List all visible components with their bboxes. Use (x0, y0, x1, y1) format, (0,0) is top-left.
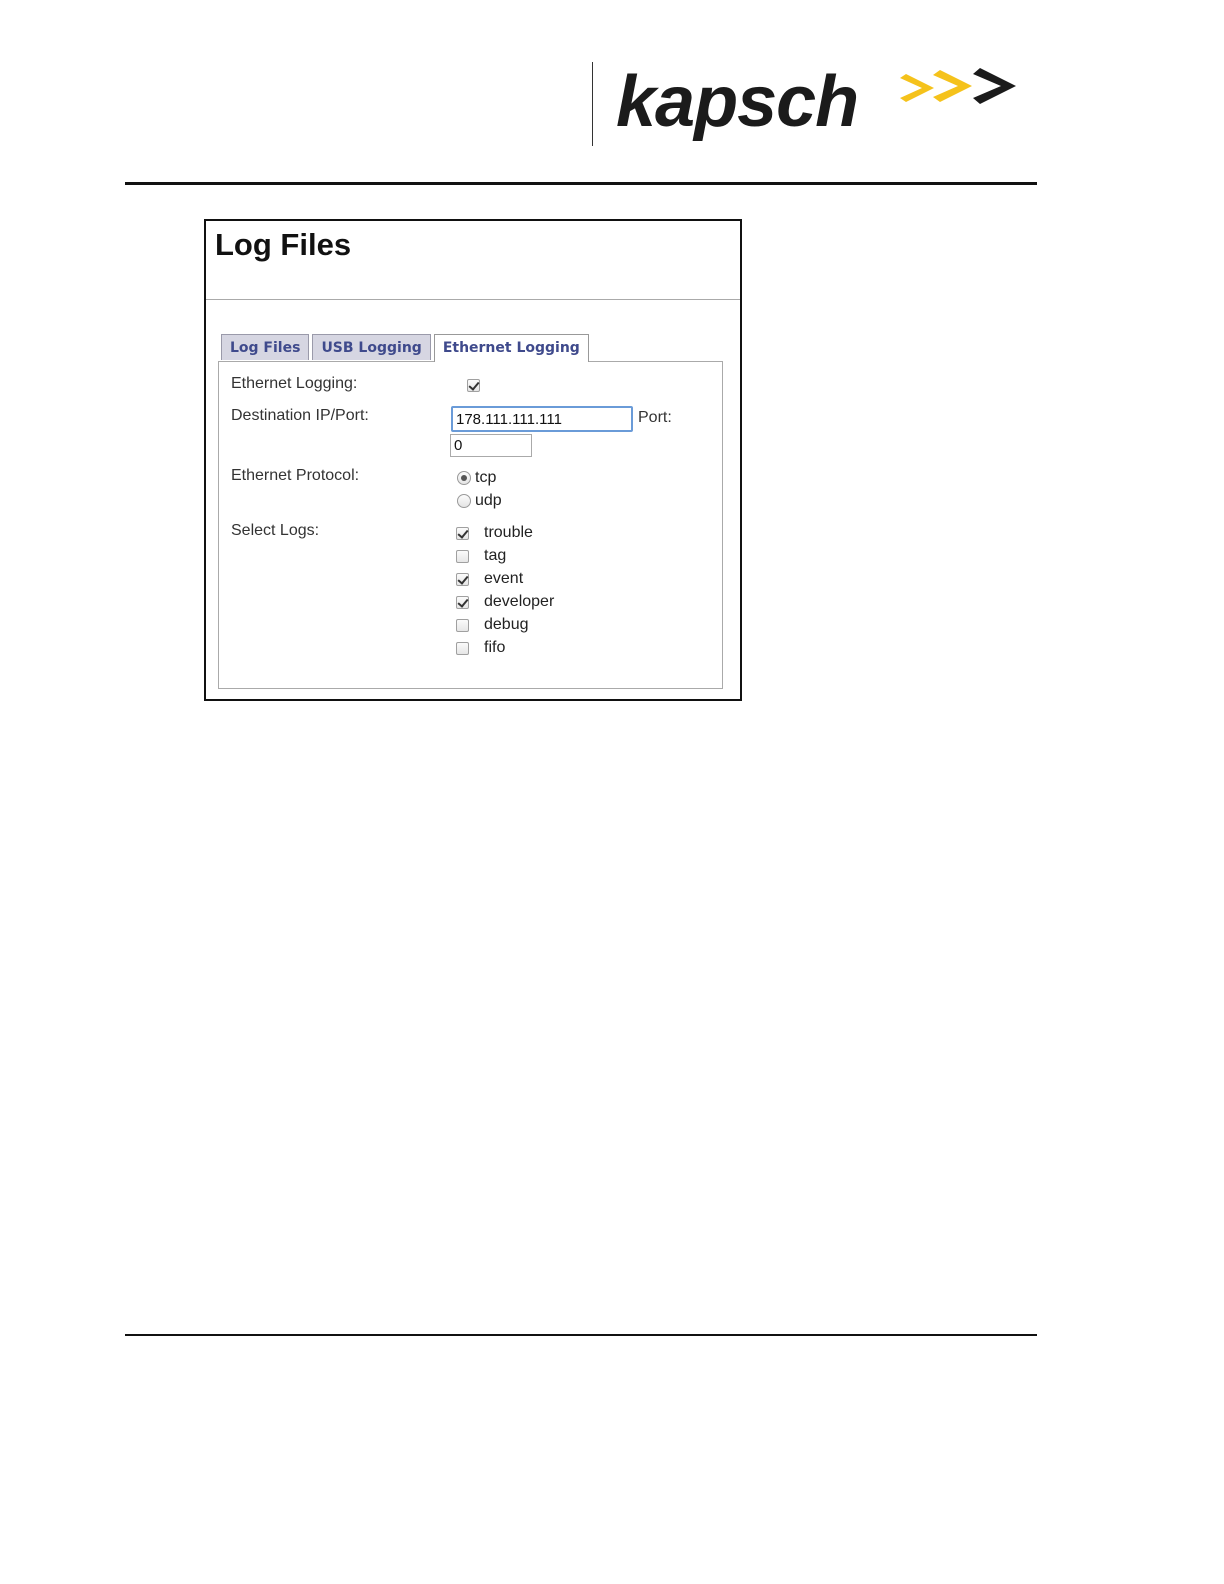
ethernet-logging-label: Ethernet Logging: (231, 375, 358, 392)
page-title: Log Files (215, 227, 352, 262)
protocol-label: Ethernet Protocol: (231, 467, 360, 484)
debug-checkbox[interactable] (456, 619, 469, 632)
udp-radio[interactable] (457, 494, 471, 508)
event-label: event (484, 570, 524, 587)
title-divider (206, 299, 740, 300)
trouble-checkbox[interactable] (456, 527, 469, 540)
tab-log-files[interactable]: Log Files (221, 334, 309, 360)
header-divider (592, 62, 593, 146)
select-logs-label: Select Logs: (231, 522, 320, 539)
log-item-fifo[interactable] (456, 639, 505, 657)
tab-ethernet-logging[interactable]: Ethernet Logging (434, 334, 589, 362)
logo-chevrons-icon (900, 66, 1020, 116)
kapsch-logo (616, 60, 1026, 150)
udp-label: udp (475, 492, 502, 509)
tab-bar (221, 334, 589, 362)
fifo-checkbox[interactable] (456, 642, 469, 655)
log-item-tag[interactable] (456, 547, 506, 565)
log-item-developer[interactable] (456, 593, 554, 611)
ethernet-logging-checkbox[interactable] (467, 379, 480, 392)
log-files-screenshot (204, 219, 742, 701)
log-item-event[interactable] (456, 570, 523, 588)
log-item-debug[interactable] (456, 616, 529, 634)
protocol-option-udp[interactable] (457, 492, 502, 510)
debug-label: debug (484, 616, 529, 633)
footer-rule (125, 1334, 1037, 1336)
protocol-option-tcp[interactable] (457, 469, 496, 487)
developer-label: developer (484, 593, 555, 610)
tcp-label: tcp (475, 469, 497, 486)
tag-checkbox[interactable] (456, 550, 469, 563)
trouble-label: trouble (484, 524, 533, 541)
fifo-label: fifo (484, 639, 506, 656)
destination-ip-input[interactable] (451, 406, 633, 432)
port-input[interactable] (450, 434, 532, 457)
tag-label: tag (484, 547, 507, 564)
ethernet-logging-panel (218, 361, 723, 689)
port-label: Port: (638, 409, 672, 426)
destination-label: Destination IP/Port: (231, 407, 369, 424)
event-checkbox[interactable] (456, 573, 469, 586)
log-item-trouble[interactable] (456, 524, 533, 542)
header-rule (125, 182, 1037, 185)
developer-checkbox[interactable] (456, 596, 469, 609)
logo-wordmark: kapsch (616, 62, 859, 142)
tab-usb-logging[interactable]: USB Logging (312, 334, 430, 360)
tcp-radio[interactable] (457, 471, 471, 485)
